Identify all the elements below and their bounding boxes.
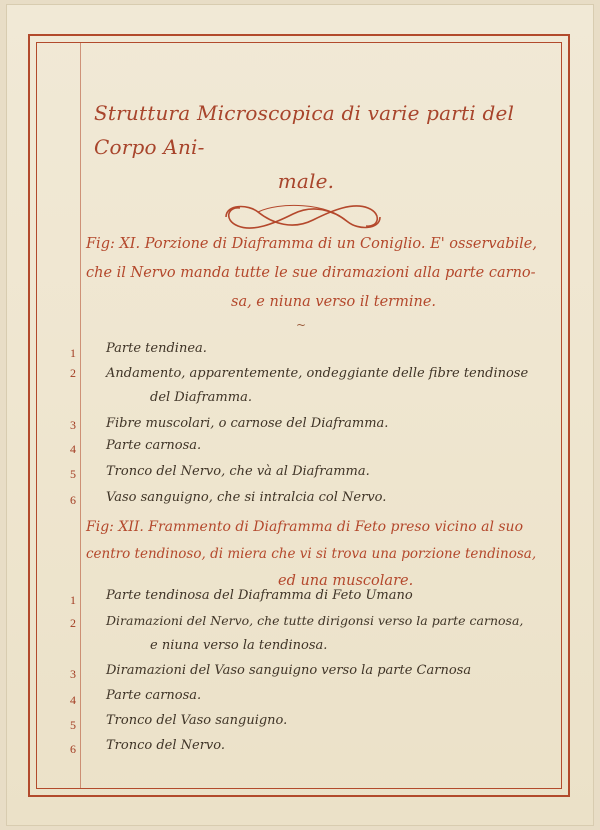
item-text: Parte tendinea.: [106, 341, 207, 356]
item-number: 6: [70, 493, 76, 507]
fig11-caption: [86, 230, 537, 317]
item-text: Tronco del Nervo, che và al Diaframma.: [106, 464, 370, 479]
item-text: Parte carnosa.: [106, 438, 202, 453]
item-number: 3: [70, 667, 76, 681]
item-number: 3: [70, 418, 76, 432]
item-number: 5: [70, 718, 76, 732]
item-number: 4: [70, 693, 76, 707]
page-title: [76, 96, 556, 198]
item-number: 6: [70, 742, 76, 756]
item-text: Parte tendinosa del Diaframma di Feto Umano: [106, 588, 413, 603]
border-outer-top: [28, 34, 570, 36]
item-text: Parte carnosa.: [106, 688, 202, 703]
item-text: Tronco del Nervo.: [106, 738, 225, 753]
item-text-continued: del Diaframma.: [150, 390, 252, 405]
item-number: 2: [70, 366, 76, 380]
title-line: male.: [277, 169, 335, 193]
item-text: Tronco del Vaso sanguigno.: [106, 713, 288, 728]
caption-line: che il Nervo manda tutte le sue diramazioni alla parte carno-: [86, 265, 536, 281]
item-text: Vaso sanguigno, che si intralcia col Nervo.: [106, 490, 387, 505]
item-text: Diramazioni del Nervo, che tutte dirigonsi verso la parte carnosa,: [106, 613, 524, 628]
fig12-caption: [86, 514, 536, 595]
border-outer-right: [568, 34, 570, 797]
item-text: Andamento, apparentemente, ondeggiante delle fibre tendinose: [106, 366, 529, 381]
item-text: Diramazioni del Vaso sanguigno verso la parte Carnosa: [106, 663, 472, 678]
item-number: 5: [70, 467, 76, 481]
caption-line: Fig: XI. Porzione di Diaframma di un Coniglio. E' osservabile,: [86, 236, 537, 252]
border-outer-left: [28, 34, 30, 797]
item-text: Fibre muscolari, o carnose del Diaframma.: [106, 416, 389, 431]
tilde-mark-icon: ~: [296, 318, 307, 332]
border-inner-right: [561, 42, 562, 789]
border-outer-bottom: [28, 795, 570, 797]
title-line: Struttura Microscopica di varie parti del Corpo Ani-: [94, 101, 515, 159]
item-text-continued: e niuna verso la tendinosa.: [150, 638, 328, 653]
item-number: 4: [70, 442, 76, 456]
item-number: 1: [70, 593, 76, 607]
caption-line: ed una muscolare.: [278, 573, 414, 589]
border-inner-bottom: [36, 788, 562, 789]
caption-line: sa, e niuna verso il termine.: [231, 294, 437, 310]
caption-line: centro tendinoso, di miera che vi si trova una porzione tendinosa,: [86, 546, 537, 562]
border-inner-top: [36, 42, 562, 43]
border-inner-left: [36, 42, 37, 789]
item-number: 1: [70, 346, 76, 360]
item-number: 2: [70, 616, 76, 630]
caption-line: Fig: XII. Frammento di Diaframma di Feto preso vicino al suo: [86, 519, 524, 535]
calligraphic-flourish-icon: [218, 200, 388, 234]
manuscript-page: [6, 4, 594, 826]
